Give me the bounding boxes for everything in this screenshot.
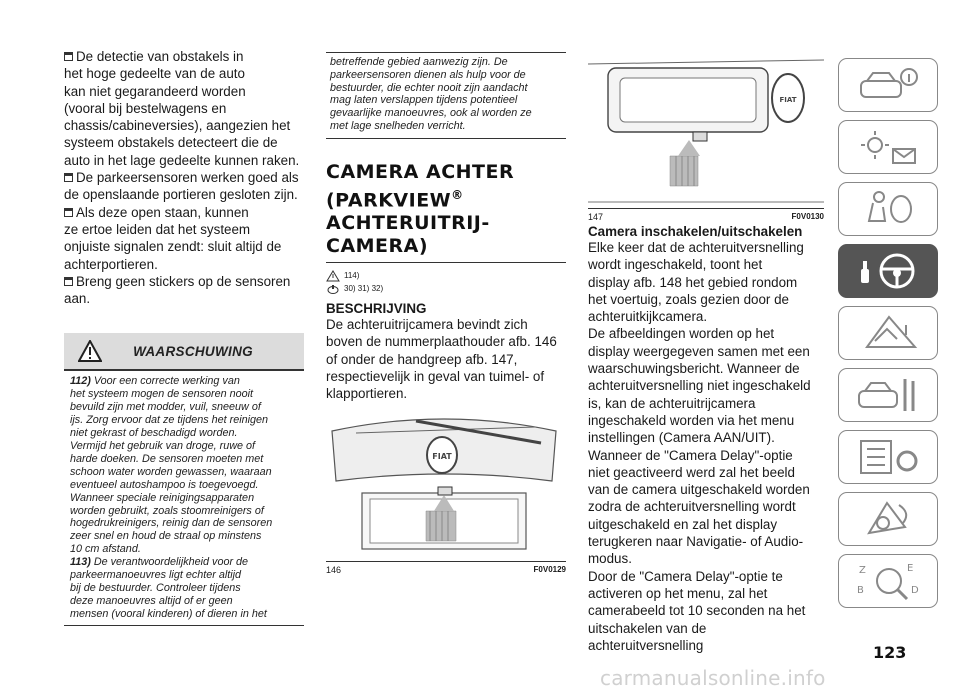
figure-146 [326, 411, 562, 561]
warning-line: bevuild zijn met modder, vuil, sneeuw of [70, 401, 261, 414]
body-line: waarschuwingsbericht. Wanneer de [588, 361, 800, 377]
body-line: respectievelijk in geval van tuimel- of [326, 369, 545, 384]
body-line: uitschakelen van de achteruitversnelling [588, 620, 707, 653]
brand-logo-text: FIAT [432, 451, 452, 461]
bullet-line: De parkeersensoren werken goed als [64, 169, 304, 186]
registered-mark: ® [451, 187, 464, 202]
bullet-list [64, 48, 304, 307]
warning-line: Wanneer speciale reinigingsapparaten [70, 491, 255, 504]
list-gear-icon [853, 435, 923, 479]
figure-code: F0V0130 [791, 212, 824, 221]
bullet-marker-icon [64, 208, 73, 217]
chapter-title-line: ACHTERUITRIJ- [326, 212, 490, 235]
warning-line: hogedrukreinigers, reinig dan de sensoren [70, 517, 273, 530]
figure-caption [326, 565, 566, 575]
bullet-line: onjuiste signalen zendt: sluit altijd de [64, 239, 282, 255]
page-number: 123 [873, 643, 907, 662]
bullet-line: achterportieren. [64, 256, 158, 272]
body-line: klapportieren. [326, 386, 408, 402]
column-right [588, 52, 824, 654]
lights-mail-icon [853, 125, 923, 169]
column-middle [326, 52, 566, 575]
chapter-title-line [326, 184, 566, 212]
warning-header [64, 333, 304, 369]
svg-text:E: E [907, 563, 914, 574]
body-line: van de camera uitgeschakeld worden [588, 482, 810, 498]
warning-line: met lage snelheden verricht. [330, 119, 466, 132]
body-line: het voertuig, zoals gezien door de [588, 291, 789, 307]
bullet-line: kan niet gegarandeerd worden [64, 83, 246, 99]
note-ref-numbers: 30) 31) 32) [344, 284, 384, 294]
body-line: uitgeschakeld en zal het display [588, 516, 778, 532]
warning-triangle-icon [326, 270, 340, 282]
figure-divider [326, 561, 566, 562]
sidebar-tab-lights-mail[interactable] [838, 120, 938, 174]
warning-continuation [326, 52, 566, 139]
sidebar-tab-list-gear[interactable] [838, 430, 938, 484]
warning-line: parkeermanoeuvres ligt echter altijd [70, 569, 242, 582]
svg-text:Z: Z [859, 565, 866, 576]
warning-line: ijs. Zorg ervoor dat ze tijdens het reinigen [70, 414, 269, 427]
body-line: camerabeeld tot 10 seconden na het [588, 603, 806, 619]
bullet-line: Breng geen stickers op de sensoren [64, 273, 304, 290]
warning-number: 113) [70, 556, 94, 569]
warning-line: parkeersensoren dienen als hulp voor de [330, 68, 526, 81]
body-line: Elke keer dat de achteruitversnelling [588, 240, 804, 255]
body-line: ingeschakeld worden via het menu [588, 412, 795, 428]
note-hand-icon [326, 283, 340, 295]
figure-147 [588, 52, 824, 208]
alphabet-index-icon [853, 559, 923, 603]
chapter-sidebar [838, 58, 940, 616]
warning-line: het systeem mogen de sensoren nooit [70, 388, 254, 401]
warning-road-icon [853, 311, 923, 355]
warning-line: Vermijd het gebruik van droge, ruwe of [70, 439, 256, 452]
sidebar-tab-alphabet-index[interactable] [838, 554, 938, 608]
section-body [326, 316, 566, 402]
figure-code: F0V0129 [533, 564, 566, 574]
warning-line: mensen (vooral kinderen) of dieren in het [70, 607, 267, 620]
figure-number: 146 [326, 564, 342, 575]
warning-line: schoon water worden gewassen, waaraan [70, 465, 272, 478]
warning-line: deze manoeuvres altijd of er geen [70, 594, 233, 607]
warning-line: betreffende gebied aanwezig zijn. De [330, 56, 508, 68]
title-divider [326, 262, 566, 263]
bullet-line: het hoge gedeelte van de auto [64, 66, 245, 82]
section-title: BESCHRIJVING [326, 301, 427, 317]
bullet-line: Als deze open staan, kunnen [64, 204, 304, 221]
body-line: display afb. 148 het gebied rondom [588, 274, 798, 290]
sidebar-tab-car-tools[interactable] [838, 368, 938, 422]
brand-logo-text: FIAT [779, 96, 797, 104]
body-line: zodra de achteruitversnelling wordt [588, 499, 796, 515]
music-nav-icon [853, 497, 923, 541]
svg-text:D: D [911, 585, 919, 596]
warning-line: eventueel autoshampoo is toegevoegd. [70, 478, 259, 491]
warning-line: mag laten verslappen tijdens potentieel [330, 94, 518, 107]
bullet-line: aan. [64, 291, 91, 307]
warning-triangle-icon [78, 340, 102, 362]
sidebar-tab-warning-road[interactable] [838, 306, 938, 360]
warning-title: WAARSCHUWING [133, 343, 253, 359]
figure-caption [588, 212, 824, 222]
body-line: activeren op het menu, zal het [588, 585, 768, 601]
bullet-line: ze ertoe leiden dat het systeem [64, 221, 251, 237]
warning-line: gevaarlijke manoeuvres, ook al worden ze [330, 107, 532, 120]
figure-number: 147 [588, 212, 604, 222]
bullet-marker-icon [64, 173, 73, 182]
body-line: instellingen (Camera AAN/UIT). [588, 430, 775, 446]
bullet-line: chassis/cabineversies), aangezien het [64, 118, 291, 134]
body-line: terugkeren naar Navigatie- of Audio- [588, 534, 804, 550]
chapter-title-text: (PARKVIEW [326, 189, 452, 212]
warning-line: 113) De verantwoordelijkheid voor de [70, 556, 249, 569]
rear-handle-illustration [588, 52, 824, 208]
sidebar-tab-airbag[interactable] [838, 182, 938, 236]
bullet-line: (vooral bij bestelwagens en [64, 100, 227, 116]
body-line: achteruitkijkcamera. [588, 309, 708, 325]
svg-text:B: B [857, 585, 864, 596]
body-line: boven de nummerplaathouder afb. 146 [326, 334, 557, 350]
figure-divider [588, 208, 824, 209]
warning-box [64, 369, 304, 625]
warning-number: 112) [70, 375, 94, 388]
body-line: De achteruitrijcamera bevindt zich [326, 317, 528, 333]
bullet-line: de openslaande portieren gesloten zijn. [64, 187, 298, 203]
chapter-title-line: CAMERA) [326, 235, 429, 258]
body-line: display weergegeven samen met een [588, 343, 810, 359]
body-line: wordt ingeschakeld, toont het [588, 257, 763, 273]
bullet-marker-icon [64, 277, 73, 286]
sidebar-tab-music-nav[interactable] [838, 492, 938, 546]
body-line: Door de "Camera Delay"-optie te [588, 568, 783, 584]
steering-key-icon [853, 249, 923, 293]
section-body [588, 239, 824, 654]
warning-line: zeer snel en houd de straal op minstens [70, 530, 262, 543]
body-line: niet geactiveerd werd zal het beeld [588, 464, 795, 480]
chapter-title-line: CAMERA ACHTER [326, 160, 515, 183]
warning-reference [326, 269, 566, 282]
bullet-marker-icon [64, 52, 73, 61]
warning-line: 10 cm afstand. [70, 543, 141, 556]
warning-line: niet gekrast of beschadigd worden. [70, 427, 238, 440]
body-line: achteruitversnelling niet ingeschakeld [588, 378, 811, 394]
bullet-line: De detectie van obstakels in [64, 48, 304, 65]
note-reference [326, 282, 566, 295]
body-line: of onder de handgreep afb. 147, [326, 351, 518, 367]
warning-line: 112) Voor een correcte werking van [70, 375, 240, 388]
sidebar-tab-steering-key[interactable] [838, 244, 938, 298]
body-line: De afbeeldingen worden op het [588, 326, 775, 342]
airbag-icon [853, 187, 923, 231]
column-left [64, 48, 304, 626]
bullet-line: systeem obstakels detecteert die de [64, 135, 278, 151]
car-tools-icon [853, 373, 923, 417]
warning-line: bij de bestuurder. Controleer tijdens [70, 581, 241, 594]
watermark: carmanualsonline.info [600, 666, 826, 690]
body-line: modus. [588, 551, 632, 567]
warning-line: harde doeken. De sensoren moeten met [70, 452, 264, 465]
warning-line: bestuurder, die echter nooit zijn aandacht [330, 81, 528, 94]
rear-door-illustration [326, 411, 562, 561]
chapter-title [326, 161, 566, 258]
body-line: Wanneer de "Camera Delay"-optie [588, 447, 793, 463]
bullet-line: auto in het lage gedeelte kunnen raken. [64, 152, 300, 168]
warning-ref-number: 114) [344, 271, 360, 281]
section-title: Camera inschakelen/uitschakelen [588, 224, 803, 239]
car-info-icon [853, 63, 923, 107]
sidebar-tab-car-info[interactable] [838, 58, 938, 112]
body-line: is, kan de achteruitrijcamera [588, 395, 756, 411]
warning-line: worden gebruikt, zoals stoomreinigers of [70, 504, 264, 517]
